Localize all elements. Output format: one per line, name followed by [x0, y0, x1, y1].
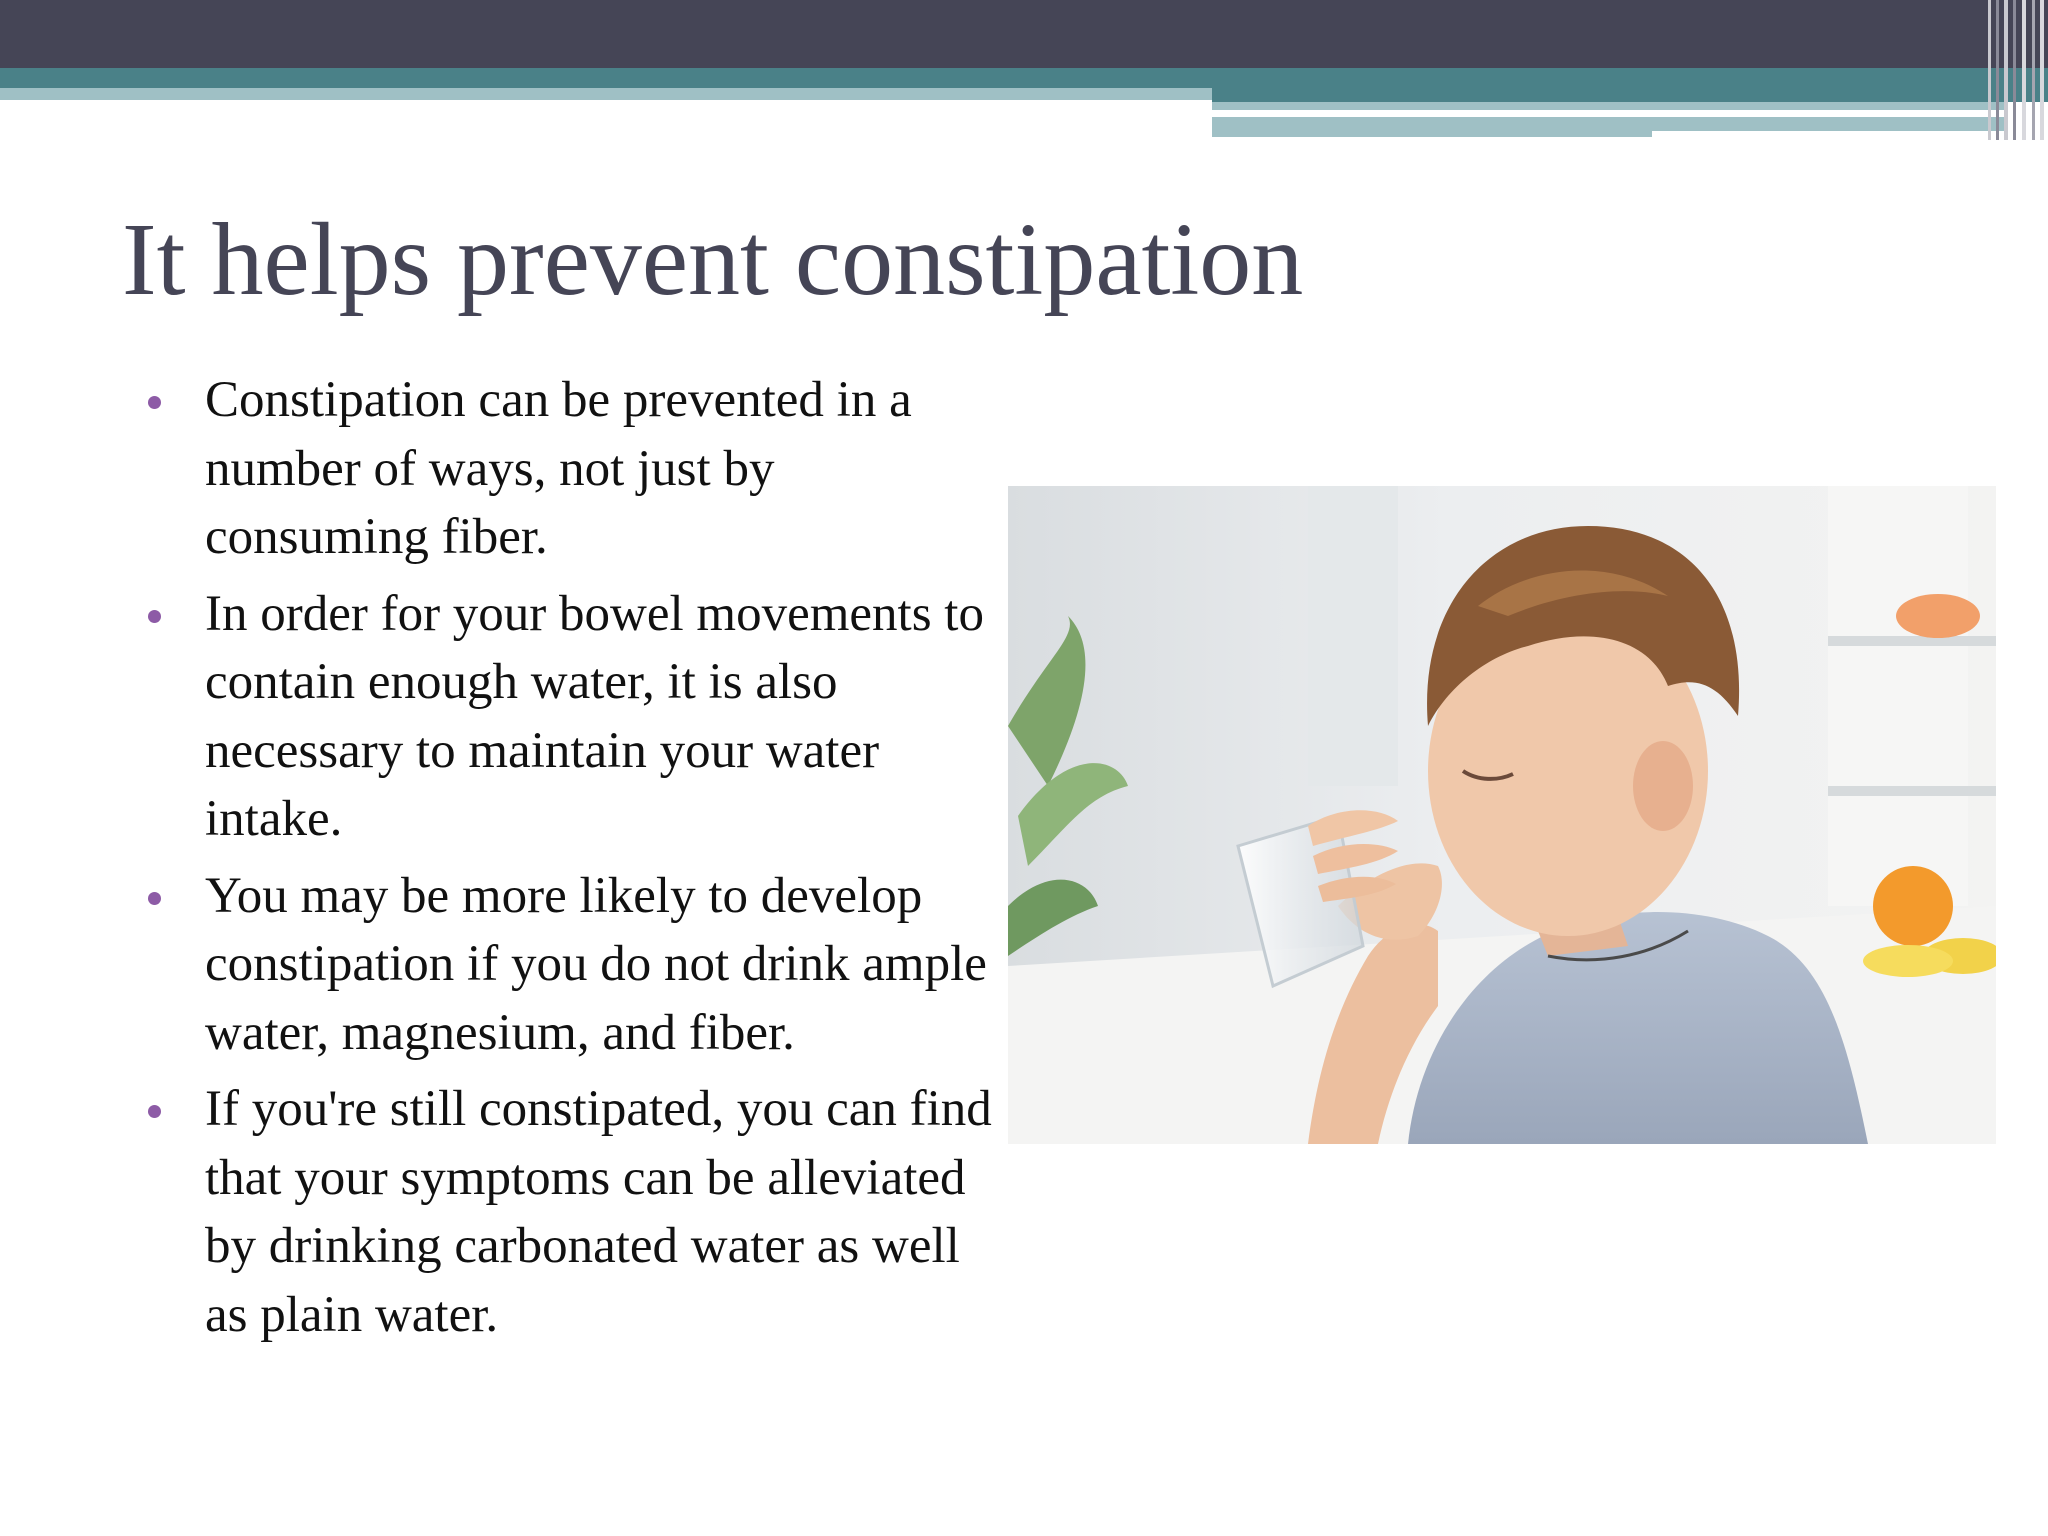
- header-light-tab-right: [1652, 117, 2008, 131]
- header-dark-band: [0, 0, 2048, 68]
- header-teal-band: [0, 68, 1212, 88]
- bullet-text: You may be more likely to develop constipation if you do not drink ample water, magnesium, and fiber.: [205, 867, 987, 1061]
- bullet-dot-icon: [148, 610, 161, 623]
- header-light-tab: [1212, 117, 1652, 137]
- header-light-band-right: [1212, 102, 2008, 110]
- boy-drinking-water-photo: [1008, 486, 1996, 1144]
- header-teal-band-right: [1212, 68, 2048, 102]
- bullet-item: [148, 366, 998, 572]
- corner-stripes-decoration: [1982, 0, 2048, 140]
- bullet-list: [148, 366, 998, 1357]
- bullet-dot-icon: [148, 396, 161, 409]
- header-light-band: [0, 88, 1212, 100]
- bullet-text: Constipation can be prevented in a number of ways, not just by consuming fiber.: [205, 372, 912, 565]
- slide-title: It helps prevent constipation: [122, 202, 1304, 317]
- bullet-item: [148, 1075, 998, 1349]
- bullet-dot-icon: [148, 892, 161, 905]
- bullet-text: In order for your bowel movements to contain enough water, it is also necessary to maintain your water intake.: [205, 585, 984, 847]
- bullet-item: [148, 580, 998, 854]
- bullet-item: [148, 862, 998, 1068]
- bullet-dot-icon: [148, 1105, 161, 1118]
- bullet-text: If you're still constipated, you can find that your symptoms can be alleviated by drinking carbonated water as well as plain water.: [205, 1081, 992, 1343]
